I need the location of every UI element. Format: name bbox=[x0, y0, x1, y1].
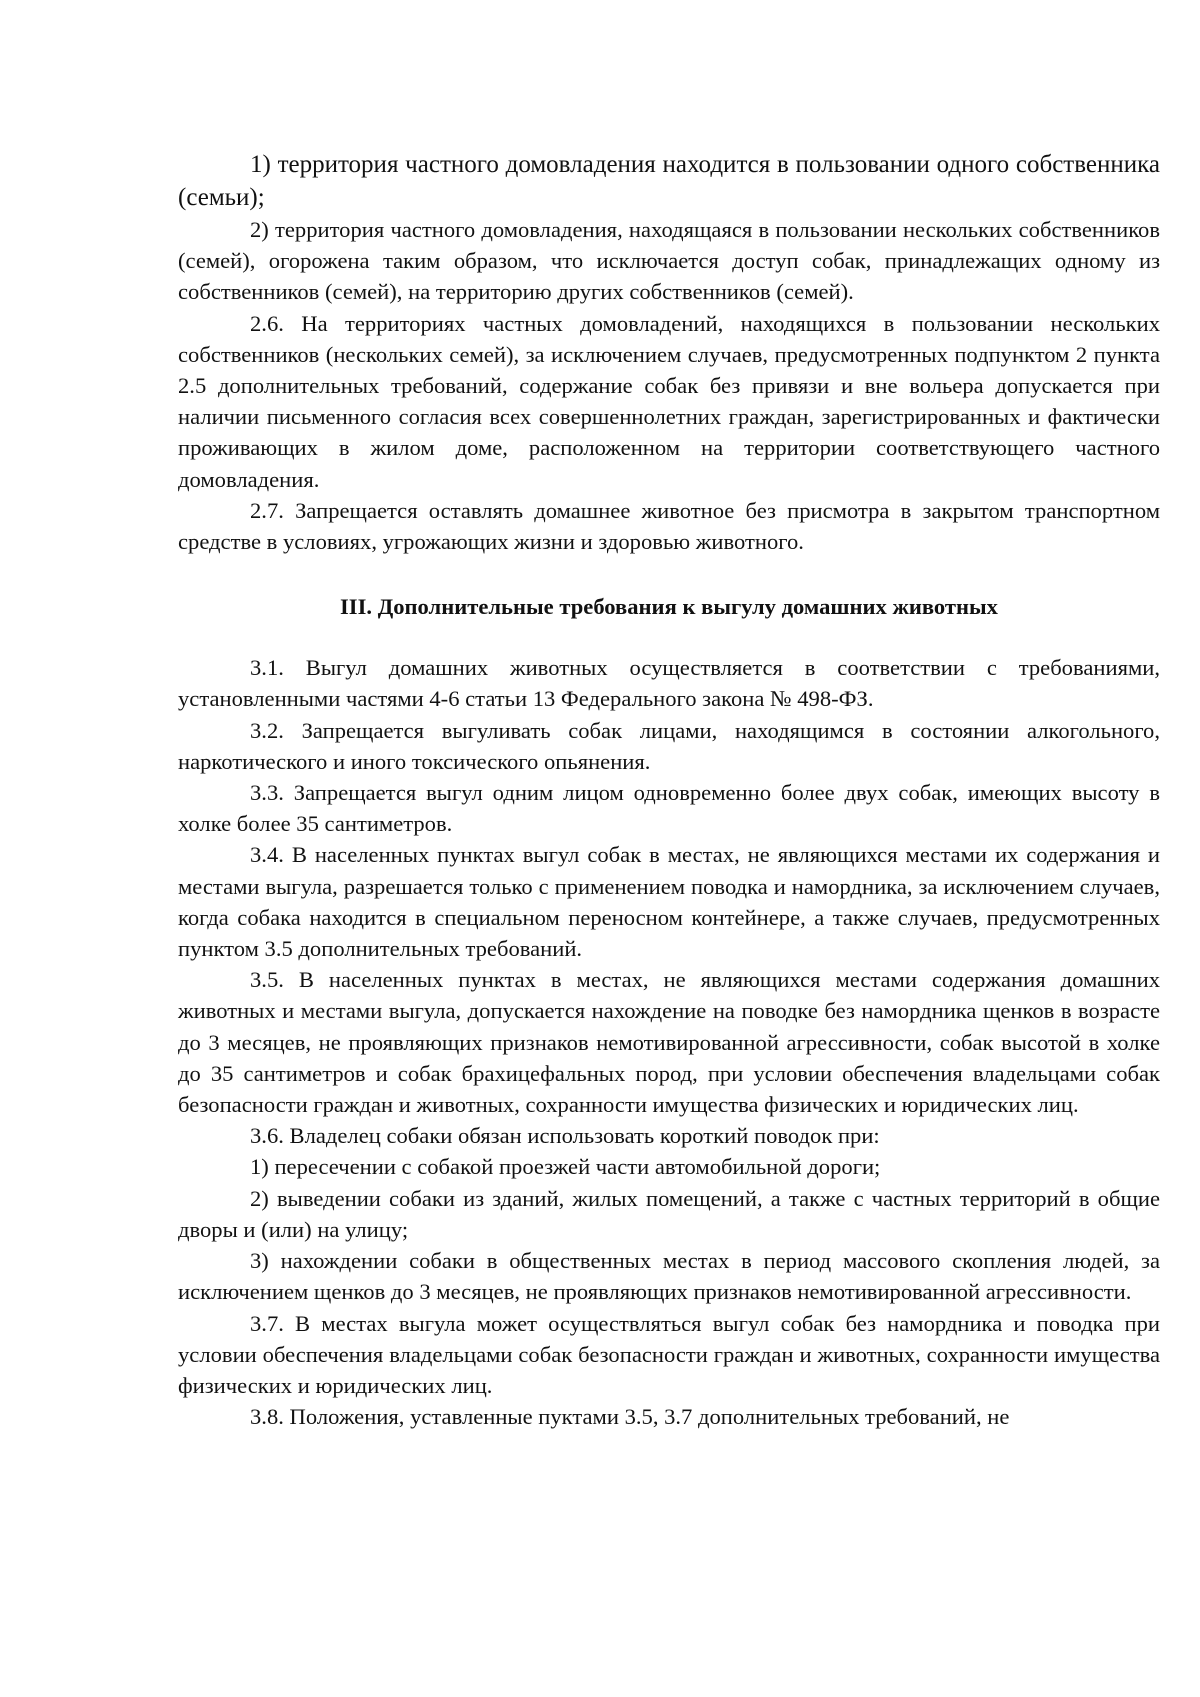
paragraph-3-2: 3.2. Запрещается выгуливать собак лицами, находящимся в состоянии алкогольного, наркотического и иного токсического опьянения. bbox=[178, 717, 1160, 774]
paragraph-item-2: 2) территория частного домовладения, находящаяся в пользовании нескольких собственников (семей), огорожена таким образом, что исключается доступ собак, принадлежащих одному из собственников (семей), на территорию других собственников (семей). bbox=[178, 217, 1160, 305]
paragraph-3-3: 3.3. Запрещается выгул одним лицом одновременно более двух собак, имеющих высоту в холке более 35 сантиметров. bbox=[178, 780, 1160, 837]
paragraph-3-6-item-3: 3) нахождении собаки в общественных местах в период массового скопления людей, за исключением щенков до 3 месяцев, не проявляющих признаков немотивированной агрессивности. bbox=[178, 1248, 1160, 1305]
paragraph-3-6-item-2: 2) выведении собаки из зданий, жилых помещений, а также с частных территорий в общие дворы и (или) на улицу; bbox=[178, 1185, 1160, 1242]
paragraph-3-6: 3.6. Владелец собаки обязан использовать короткий поводок при: bbox=[250, 1123, 880, 1149]
paragraph-3-8: 3.8. Положения, уставленные пуктами 3.5, 3.7 дополнительных требований, не bbox=[250, 1404, 1010, 1430]
paragraph-2-7: 2.7. Запрещается оставлять домашнее животное без присмотра в закрытом транспортном средстве в условиях, угрожающих жизни и здоровью животного. bbox=[178, 497, 1160, 555]
paragraph-3-1: 3.1. Выгул домашних животных осуществляется в соответствии с требованиями, установленными частями 4-6 статьи 13 Федерального закона № 498-ФЗ. bbox=[178, 655, 1160, 712]
section-heading: III. Дополнительные требования к выгулу домашних животных bbox=[340, 594, 998, 620]
paragraph-3-7: 3.7. В местах выгула может осуществляться выгул собак без намордника и поводка при условии обеспечения владельцами собак безопасности граждан и животных, сохранности имущества физических и юридических лиц. bbox=[178, 1310, 1160, 1398]
paragraph-2-6: 2.6. На территориях частных домовладений, находящихся в пользовании нескольких собственников (нескольких семей), за исключением случаев, предусмотренных подпунктом 2 пункта 2.5 дополнительных требований, содержание собак без привязи и вне вольера допускается при наличии письменного согласия всех совершеннолетних граждан, зарегистрированных и фактически проживающих в жилом доме, расположенном на территории соответствующего частного домовладения. bbox=[178, 310, 1160, 492]
paragraph-3-5: 3.5. В населенных пунктах в местах, не являющихся местами содержания домашних животных и местами выгула, допускается нахождение на поводке без намордника щенков в возрасте до 3 месяцев, не проявляющих признаков немотивированной агрессивности, собак высотой в холке до 35 сантиметров и собак брахицефальных пород, при условии обеспечения владельцами собак безопасности граждан и животных, сохранности имущества физических и юридических лиц. bbox=[178, 967, 1160, 1118]
document-page bbox=[178, 148, 1160, 1432]
paragraph-3-6-item-1: 1) пересечении с собакой проезжей части автомобильной дороги; bbox=[250, 1154, 881, 1180]
paragraph-3-4: 3.4. В населенных пунктах выгул собак в местах, не являющихся местами их содержания и местами выгула, разрешается только с применением поводка и намордника, за исключением случаев, когда собака находится в специальном переносном контейнере, а также случаев, предусмотренных пунктом 3.5 дополнительных требований. bbox=[178, 842, 1160, 962]
paragraph-item-1: 1) территория частного домовладения находится в пользовании одного собственника (семьи); bbox=[178, 151, 1160, 211]
